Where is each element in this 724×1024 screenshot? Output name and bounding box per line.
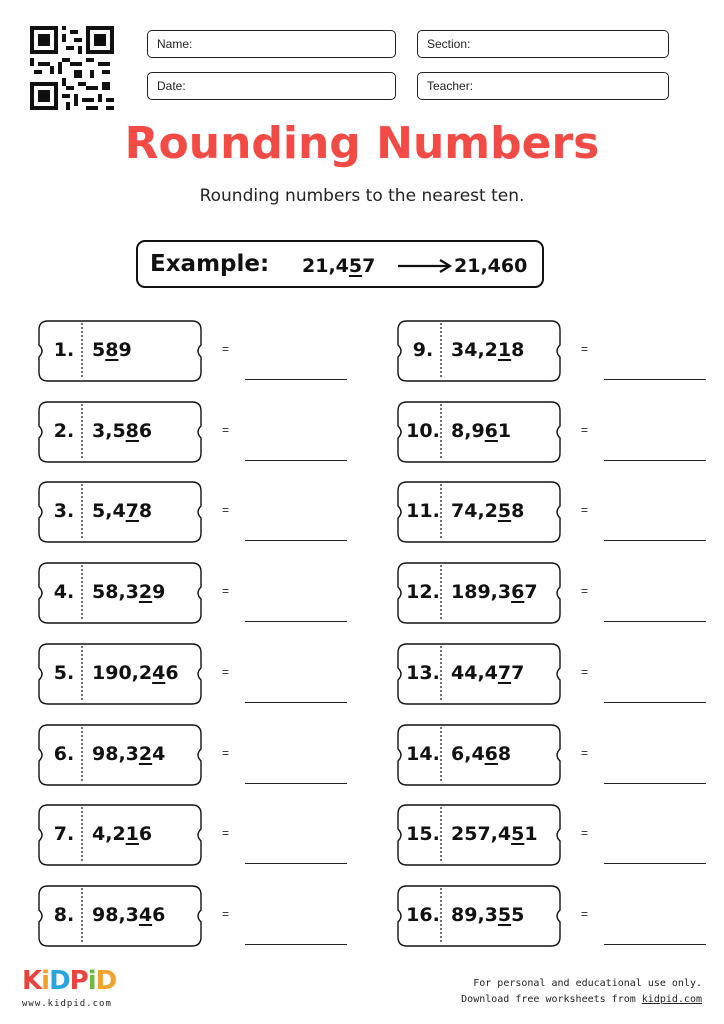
answer-line[interactable] — [604, 460, 706, 461]
problem-index: 6. — [53, 743, 75, 765]
answer-line[interactable] — [245, 621, 347, 622]
problem-index: 11. — [406, 500, 440, 522]
equals-sign: = — [581, 746, 589, 760]
equals-sign: = — [222, 665, 230, 679]
problem-index: 2. — [53, 420, 75, 442]
answer-line[interactable] — [245, 379, 347, 380]
equals-sign: = — [581, 665, 589, 679]
problem-number: 89,355 — [451, 904, 525, 926]
answer-line[interactable] — [604, 863, 706, 864]
problem-index: 16. — [406, 904, 440, 926]
problem-number: 5,478 — [92, 500, 153, 522]
answer-line[interactable] — [604, 944, 706, 945]
problem-ticket — [397, 804, 561, 866]
answer-line[interactable] — [604, 379, 706, 380]
problem-number: 257,451 — [451, 823, 538, 845]
example-original-number: 21,457 — [302, 255, 376, 277]
problem-index: 7. — [53, 823, 75, 845]
name-field[interactable]: Name: — [147, 30, 396, 58]
problem-ticket — [397, 885, 561, 947]
long-right-arrow-icon — [396, 256, 454, 276]
problem-index: 10. — [406, 420, 440, 442]
problem-ticket — [397, 724, 561, 786]
answer-line[interactable] — [245, 702, 347, 703]
problem-ticket — [38, 643, 202, 705]
problem-index: 5. — [53, 662, 75, 684]
footer-note — [461, 976, 702, 1008]
problem-index: 12. — [406, 581, 440, 603]
problem-ticket — [397, 562, 561, 624]
equals-sign: = — [581, 342, 589, 356]
answer-line[interactable] — [604, 621, 706, 622]
problem-number: 4,216 — [92, 823, 153, 845]
problem-ticket — [397, 401, 561, 463]
footer-line-2: Download free worksheets from kidpid.com — [461, 994, 702, 1005]
qr-code-icon — [30, 26, 114, 110]
answer-line[interactable] — [245, 944, 347, 945]
equals-sign: = — [581, 423, 589, 437]
logo-url: www.kidpid.com — [22, 999, 112, 1009]
problem-number: 6,468 — [451, 743, 512, 765]
problem-index: 3. — [53, 500, 75, 522]
answer-line[interactable] — [245, 783, 347, 784]
problem-ticket — [397, 320, 561, 382]
equals-sign: = — [222, 423, 230, 437]
date-field[interactable]: Date: — [147, 72, 396, 100]
example-label: Example: — [150, 251, 270, 277]
problem-number: 190,246 — [92, 662, 179, 684]
problem-number: 44,477 — [451, 662, 525, 684]
equals-sign: = — [222, 503, 230, 517]
equals-sign: = — [581, 584, 589, 598]
problem-index: 8. — [53, 904, 75, 926]
teacher-field[interactable]: Teacher: — [417, 72, 669, 100]
problem-number: 58,329 — [92, 581, 166, 603]
answer-line[interactable] — [604, 540, 706, 541]
problem-ticket — [38, 885, 202, 947]
equals-sign: = — [581, 826, 589, 840]
answer-line[interactable] — [604, 702, 706, 703]
section-field[interactable]: Section: — [417, 30, 669, 58]
problem-ticket — [38, 562, 202, 624]
example-box — [136, 240, 544, 288]
equals-sign: = — [222, 342, 230, 356]
problem-ticket — [38, 804, 202, 866]
footer-link[interactable]: kidpid.com — [641, 994, 702, 1005]
problem-number: 589 — [92, 339, 132, 361]
answer-line[interactable] — [245, 540, 347, 541]
problem-ticket — [38, 481, 202, 543]
problem-ticket — [38, 724, 202, 786]
answer-line[interactable] — [604, 783, 706, 784]
footer-line-1: For personal and educational use only. — [473, 978, 702, 989]
page-subtitle: Rounding numbers to the nearest ten. — [199, 186, 525, 206]
problem-ticket — [397, 643, 561, 705]
kidpid-logo: KiDPiD — [22, 966, 117, 996]
problem-number: 8,961 — [451, 420, 512, 442]
equals-sign: = — [222, 907, 230, 921]
problem-number: 98,324 — [92, 743, 166, 765]
problem-number: 98,346 — [92, 904, 166, 926]
problem-number: 189,367 — [451, 581, 538, 603]
problem-index: 14. — [406, 743, 440, 765]
problem-index: 1. — [53, 339, 75, 361]
equals-sign: = — [222, 584, 230, 598]
problem-index: 15. — [406, 823, 440, 845]
answer-line[interactable] — [245, 863, 347, 864]
problem-number: 34,218 — [451, 339, 525, 361]
equals-sign: = — [581, 503, 589, 517]
problem-index: 13. — [406, 662, 440, 684]
equals-sign: = — [222, 746, 230, 760]
problem-index: 9. — [412, 339, 434, 361]
page-title: Rounding Numbers — [124, 118, 600, 169]
example-rounded-number: 21,460 — [454, 255, 528, 277]
problem-index: 4. — [53, 581, 75, 603]
answer-line[interactable] — [245, 460, 347, 461]
problem-number: 74,258 — [451, 500, 525, 522]
equals-sign: = — [581, 907, 589, 921]
problem-number: 3,586 — [92, 420, 153, 442]
problem-ticket — [38, 320, 202, 382]
problem-ticket — [397, 481, 561, 543]
problem-ticket — [38, 401, 202, 463]
equals-sign: = — [222, 826, 230, 840]
